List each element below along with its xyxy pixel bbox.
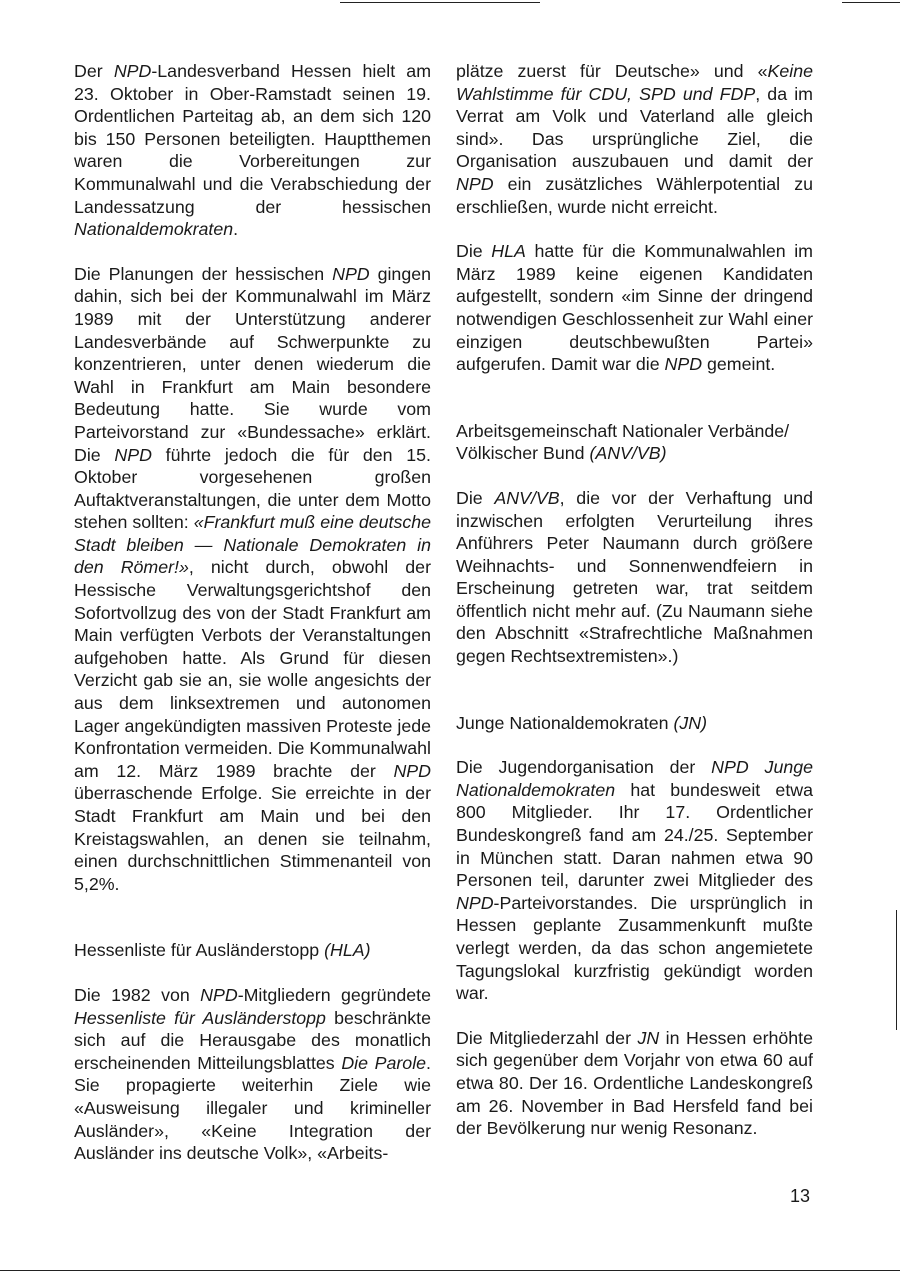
right-column [456, 60, 813, 1140]
right-paragraph-1: plätze zuerst für Deutsche» und «Keine Wahlstimme für CDU, SPD und FDP, da im Verrat am Volk und Vaterland alle gleich sind». Das ursprüngliche Ziel, die Organisation auszubauen und damit der NPD ein zusätzliches Wählerpotential zu erschließen, wurde nicht erreicht. [456, 61, 813, 217]
section-heading-hla: Hessenliste für Ausländerstopp (HLA) [74, 940, 371, 961]
right-paragraph-2: Die HLA hatte für die Kommunalwahlen im März 1989 keine eigenen Kandidaten aufgestellt, sondern «im Sinne der dringend notwendigen Geschlossenheit zur Wahl einer einzigen deutschbewußten Partei» aufgerufen. Damit war die NPD gemeint. [456, 241, 813, 375]
right-paragraph-4: Die Jugendorganisation der NPD Junge Nationaldemokraten hat bundesweit etwa 800 Mitglieder. Ihr 17. Ordentlicher Bundeskongreß fand am 24./25. September in München statt. Daran nahmen etwa 90 Personen teil, darunter zwei Mitglieder des NPD-Parteivorstandes. Die ursprünglich in Hessen geplante Zusammenkunft mußte verlegt werden, da das schon angemietete Tagungslokal kurzfristig gekündigt worden war. [456, 757, 813, 1004]
top-right-scan-line [842, 2, 900, 3]
section-heading-jn: Junge Nationaldemokraten (JN) [456, 712, 708, 733]
right-edge-mark [896, 910, 897, 1030]
page-number: 13 [789, 1186, 810, 1206]
bottom-scan-line [0, 1270, 900, 1271]
left-column [74, 60, 431, 1165]
top-scan-line [340, 2, 540, 3]
right-paragraph-3: Die ANV/VB, die vor der Verhaftung und inzwischen erfolgten Verurteilung ihres Anführers Peter Naumann durch größere Weihnachts- und Sonnenwendfeiern in Erscheinung getreten war, trat seitdem öffentlich nicht mehr auf. (Zu Naumann siehe den Abschnitt «Strafrechtliche Maßnahmen gegen Rechtsextremisten».) [456, 487, 813, 667]
left-paragraph-3: Die 1982 von NPD-Mitgliedern gegründete Hessenliste für Ausländerstopp beschränkte sich auf die Herausgabe des monatlich erscheinenden Mitteilungsblattes Die Parole. Sie propagierte weiterhin Ziele wie «Ausweisung illegaler und krimineller Ausländer», «Keine Integration der Ausländer ins deutsche Volk», «Arbeits- [74, 984, 431, 1164]
left-paragraph-1: Der NPD-Landesverband Hessen hielt am 23. Oktober in Ober-Ramstadt seinen 19. Ordentlichen Parteitag ab, an dem sich 120 bis 150 Personen beteiligten. Hauptthemen waren die Vorbereitungen zur Kommunalwahl und die Verabschiedung der Landessatzung der hessischen Nationaldemokraten. [74, 61, 431, 240]
section-heading-anv-vb: Arbeitsgemeinschaft Nationaler Verbände/ Völkischer Bund (ANV/VB) [456, 420, 790, 464]
left-paragraph-2: Die Planungen der hessischen NPD gingen dahin, sich bei der Kommunalwahl im März 1989 mit der Unterstützung anderer Landesverbände auf Schwerpunkte zu konzentrieren, unter denen wiederum die Wahl in Frankfurt am Main besondere Bedeutung hatte. Sie wurde vom Parteivorstand zur «Bundessache» erklärt. Die NPD führte jedoch die für den 15. Oktober vorgesehenen großen Auftaktveranstaltungen, die unter dem Motto stehen sollten: «Frankfurt muß eine deutsche Stadt bleiben — Nationale Demokraten in den Römer!», nicht durch, obwohl der Hessische Verwaltungsgerichtshof den Sofortvollzug des von der Stadt Frankfurt am Main verfügten Verbots der Veranstaltungen aufgehoben hatte. Als Grund für diesen Verzicht gab sie an, sie wolle angesichts der aus dem linksextremen und autonomen Lager angekündigten massiven Proteste jede Konfrontation vermeiden. Die Kommunalwahl am 12. März 1989 brachte der NPD überraschende Erfolge. Sie erreichte in der Stadt Frankfurt am Main und bei den Kreistagswahlen, an denen sie teilnahm, einen durchschnittlichen Stimmenanteil von 5,2%. [74, 263, 431, 894]
right-paragraph-5: Die Mitgliederzahl der JN in Hessen erhöhte sich gegenüber dem Vorjahr von etwa 60 auf etwa 80. Der 16. Ordentliche Landeskongreß am 26. November in Bad Hersfeld fand bei der Bevölkerung nur wenig Resonanz. [456, 1027, 813, 1139]
